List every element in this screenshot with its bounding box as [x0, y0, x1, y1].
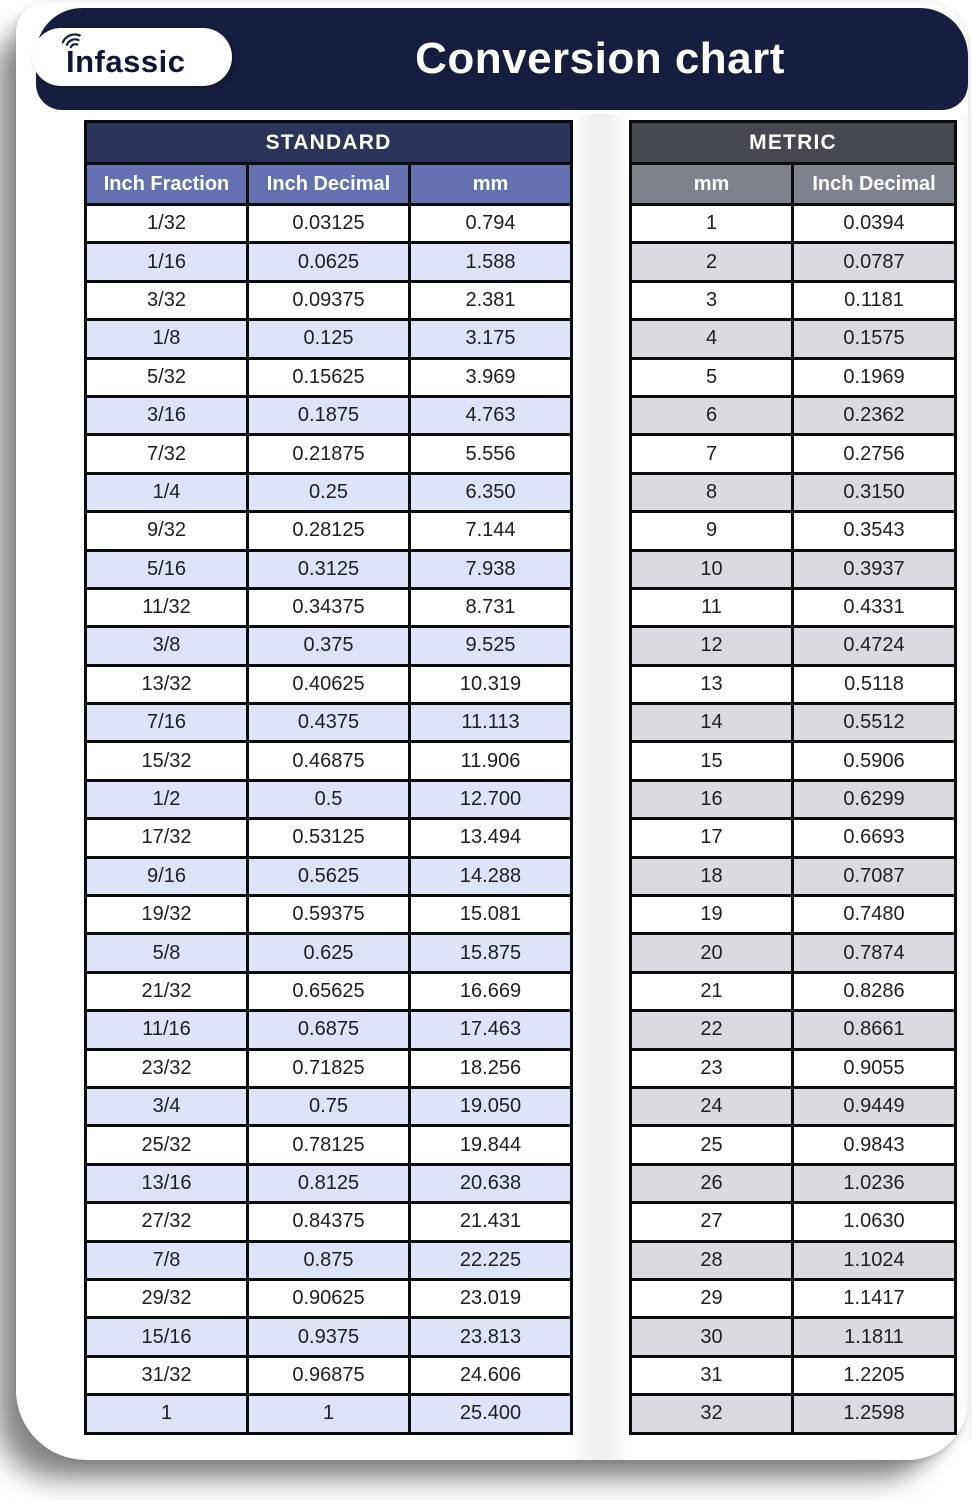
cell: 0.75: [248, 1087, 410, 1125]
table-row: [86, 857, 572, 895]
cell: 17.463: [410, 1011, 572, 1049]
cell: 7.938: [410, 550, 572, 588]
cell: 7/16: [86, 704, 248, 742]
cell: 25/32: [86, 1126, 248, 1164]
cell: 24.606: [410, 1356, 572, 1394]
cell: 13: [631, 665, 793, 703]
cell: 1.588: [410, 243, 572, 281]
cell: 23/32: [86, 1049, 248, 1087]
cell: 0.3150: [793, 473, 956, 511]
cell: 0.71825: [248, 1049, 410, 1087]
cell: 0.78125: [248, 1126, 410, 1164]
cell: 8.731: [410, 588, 572, 626]
cell: 31/32: [86, 1356, 248, 1394]
table-row: [86, 665, 572, 703]
standard-table-body: [86, 205, 572, 1434]
cell: 13/16: [86, 1164, 248, 1202]
cell: 1: [86, 1395, 248, 1433]
table-row: [631, 972, 956, 1010]
cell: 0.9375: [248, 1318, 410, 1356]
cell: 11.113: [410, 704, 572, 742]
cell: 0.5: [248, 780, 410, 818]
cell: 10: [631, 550, 793, 588]
standard-header-row: [86, 164, 572, 205]
table-row: [631, 1395, 956, 1433]
table-row: [86, 1203, 572, 1241]
table-row: [86, 1279, 572, 1317]
cell: 3/32: [86, 281, 248, 319]
table-row: [86, 550, 572, 588]
table-row: [86, 627, 572, 665]
cell: 1.0630: [793, 1203, 956, 1241]
cell: 3.175: [410, 320, 572, 358]
cell: 0.4375: [248, 704, 410, 742]
cell: 31: [631, 1356, 793, 1394]
column-header-inch-decimal: Inch Decimal: [248, 164, 410, 205]
cell: 5.556: [410, 435, 572, 473]
table-row: [86, 320, 572, 358]
cell: 14: [631, 704, 793, 742]
cell: 4.763: [410, 396, 572, 434]
cell: 0.7874: [793, 934, 956, 972]
cell: 18: [631, 857, 793, 895]
table-row: [86, 588, 572, 626]
table-row: [631, 665, 956, 703]
cell: 18.256: [410, 1049, 572, 1087]
cell: 1.0236: [793, 1164, 956, 1202]
standard-table-title: STANDARD: [86, 122, 572, 164]
table-row: [631, 1241, 956, 1279]
cell: 0.1181: [793, 281, 956, 319]
cell: 1.1811: [793, 1318, 956, 1356]
cell: 7: [631, 435, 793, 473]
cell: 25.400: [410, 1395, 572, 1433]
column-header-inch-fraction: Inch Fraction: [86, 164, 248, 205]
table-row: [631, 1279, 956, 1317]
cell: 11/32: [86, 588, 248, 626]
table-row: [86, 396, 572, 434]
cell: 0.4724: [793, 627, 956, 665]
table-row: [631, 819, 956, 857]
card: [16, 2, 968, 1460]
header-bar: [36, 8, 968, 110]
table-row: [86, 972, 572, 1010]
cell: 21.431: [410, 1203, 572, 1241]
cell: 15.875: [410, 934, 572, 972]
cell: 16: [631, 780, 793, 818]
table-row: [631, 320, 956, 358]
table-row: [86, 205, 572, 243]
metric-header-row: [631, 164, 956, 205]
cell: 11.906: [410, 742, 572, 780]
cell: 10.319: [410, 665, 572, 703]
cell: 12: [631, 627, 793, 665]
cell: 1/4: [86, 473, 248, 511]
cell: 5/8: [86, 934, 248, 972]
page-title: Conversion chart: [415, 34, 785, 83]
table-row: [86, 1164, 572, 1202]
cell: 23: [631, 1049, 793, 1087]
table-row: [86, 1087, 572, 1125]
table-row: [631, 780, 956, 818]
cell: 0.90625: [248, 1279, 410, 1317]
cell: 1: [248, 1395, 410, 1433]
cell: 0.25: [248, 473, 410, 511]
cell: 0.8125: [248, 1164, 410, 1202]
cell: 0.375: [248, 627, 410, 665]
cell: 9/16: [86, 857, 248, 895]
cell: 0.1575: [793, 320, 956, 358]
cell: 12.700: [410, 780, 572, 818]
table-row: [631, 1203, 956, 1241]
cell: 0.2756: [793, 435, 956, 473]
column-header-mm: mm: [631, 164, 793, 205]
cell: 15: [631, 742, 793, 780]
cell: 3.969: [410, 358, 572, 396]
cell: 3: [631, 281, 793, 319]
cell: 0.65625: [248, 972, 410, 1010]
table-row: [631, 550, 956, 588]
cell: 0.28125: [248, 512, 410, 550]
cell: 1.2205: [793, 1356, 956, 1394]
cell: 7/32: [86, 435, 248, 473]
table-row: [86, 780, 572, 818]
table-row: [631, 473, 956, 511]
cell: 0.96875: [248, 1356, 410, 1394]
table-row: [631, 243, 956, 281]
table-row: [631, 742, 956, 780]
cell: 0.6875: [248, 1011, 410, 1049]
cell: 1.1024: [793, 1241, 956, 1279]
cell: 13.494: [410, 819, 572, 857]
cell: 0.3543: [793, 512, 956, 550]
cell: 21: [631, 972, 793, 1010]
metric-table: [629, 120, 957, 1435]
cell: 13/32: [86, 665, 248, 703]
cell: 23.019: [410, 1279, 572, 1317]
cell: 0.125: [248, 320, 410, 358]
table-row: [86, 281, 572, 319]
cell: 27/32: [86, 1203, 248, 1241]
table-row: [86, 1318, 572, 1356]
cell: 19: [631, 896, 793, 934]
cell: 15/32: [86, 742, 248, 780]
metric-title-row: [631, 122, 956, 164]
cell: 0.3125: [248, 550, 410, 588]
cell: 0.625: [248, 934, 410, 972]
table-row: [631, 1164, 956, 1202]
cell: 0.6299: [793, 780, 956, 818]
cell: 26: [631, 1164, 793, 1202]
cell: 0.5906: [793, 742, 956, 780]
cell: 0.1875: [248, 396, 410, 434]
cell: 0.34375: [248, 588, 410, 626]
cell: 1/16: [86, 243, 248, 281]
cell: 4: [631, 320, 793, 358]
cell: 17: [631, 819, 793, 857]
cell: 20: [631, 934, 793, 972]
cell: 1/2: [86, 780, 248, 818]
table-row: [631, 896, 956, 934]
cell: 32: [631, 1395, 793, 1433]
column-header-mm: mm: [410, 164, 572, 205]
table-row: [86, 473, 572, 511]
cell: 0.875: [248, 1241, 410, 1279]
cell: 8: [631, 473, 793, 511]
cell: 1/8: [86, 320, 248, 358]
table-row: [86, 1241, 572, 1279]
cell: 0.7087: [793, 857, 956, 895]
table-row: [631, 1126, 956, 1164]
cell: 0.53125: [248, 819, 410, 857]
cell: 0.09375: [248, 281, 410, 319]
cell: 0.6693: [793, 819, 956, 857]
standard-title-row: [86, 122, 572, 164]
cell: 1.2598: [793, 1395, 956, 1433]
table-row: [631, 704, 956, 742]
cell: 0.8286: [793, 972, 956, 1010]
cell: 0.1969: [793, 358, 956, 396]
logo-text: Infassic: [66, 44, 186, 79]
cell: 3/4: [86, 1087, 248, 1125]
table-row: [631, 512, 956, 550]
cell: 21/32: [86, 972, 248, 1010]
cell: 0.794: [410, 205, 572, 243]
cell: 9.525: [410, 627, 572, 665]
table-divider: [572, 114, 628, 1460]
cell: 0.21875: [248, 435, 410, 473]
cell: 15/16: [86, 1318, 248, 1356]
cell: 2.381: [410, 281, 572, 319]
table-row: [631, 588, 956, 626]
cell: 7.144: [410, 512, 572, 550]
table-row: [86, 1011, 572, 1049]
cell: 28: [631, 1241, 793, 1279]
table-row: [631, 934, 956, 972]
metric-table-title: METRIC: [631, 122, 956, 164]
cell: 11: [631, 588, 793, 626]
cell: 15.081: [410, 896, 572, 934]
cell: 0.7480: [793, 896, 956, 934]
cell: 30: [631, 1318, 793, 1356]
cell: 0.9843: [793, 1126, 956, 1164]
cell: 0.9055: [793, 1049, 956, 1087]
table-row: [86, 819, 572, 857]
table-row: [631, 1011, 956, 1049]
cell: 22: [631, 1011, 793, 1049]
table-row: [86, 358, 572, 396]
cell: 6: [631, 396, 793, 434]
cell: 14.288: [410, 857, 572, 895]
table-row: [631, 435, 956, 473]
cell: 0.5512: [793, 704, 956, 742]
page-edge-shading: [956, 114, 972, 1444]
cell: 0.5625: [248, 857, 410, 895]
table-row: [86, 742, 572, 780]
cell: 5: [631, 358, 793, 396]
cell: 1: [631, 205, 793, 243]
cell: 19.844: [410, 1126, 572, 1164]
cell: 16.669: [410, 972, 572, 1010]
cell: 0.46875: [248, 742, 410, 780]
logo: [32, 28, 232, 86]
table-row: [631, 1356, 956, 1394]
table-row: [86, 1395, 572, 1433]
cell: 0.15625: [248, 358, 410, 396]
cell: 0.8661: [793, 1011, 956, 1049]
cell: 19/32: [86, 896, 248, 934]
cell: 20.638: [410, 1164, 572, 1202]
cell: 0.5118: [793, 665, 956, 703]
cell: 1.1417: [793, 1279, 956, 1317]
column-header-inch-decimal: Inch Decimal: [793, 164, 956, 205]
cell: 19.050: [410, 1087, 572, 1125]
table-row: [631, 205, 956, 243]
cell: 9/32: [86, 512, 248, 550]
table-row: [86, 1356, 572, 1394]
cell: 24: [631, 1087, 793, 1125]
cell: 7/8: [86, 1241, 248, 1279]
cell: 0.59375: [248, 896, 410, 934]
table-row: [631, 281, 956, 319]
table-row: [86, 1049, 572, 1087]
table-row: [631, 857, 956, 895]
table-row: [86, 243, 572, 281]
table-row: [86, 512, 572, 550]
table-row: [86, 704, 572, 742]
cell: 0.03125: [248, 205, 410, 243]
cell: 0.9449: [793, 1087, 956, 1125]
table-row: [86, 435, 572, 473]
cell: 0.2362: [793, 396, 956, 434]
cell: 25: [631, 1126, 793, 1164]
standard-table: [84, 120, 573, 1435]
cell: 1/32: [86, 205, 248, 243]
cell: 0.4331: [793, 588, 956, 626]
cell: 9: [631, 512, 793, 550]
cell: 0.84375: [248, 1203, 410, 1241]
cell: 11/16: [86, 1011, 248, 1049]
cell: 17/32: [86, 819, 248, 857]
table-row: [631, 358, 956, 396]
cell: 3/16: [86, 396, 248, 434]
cell: 5/32: [86, 358, 248, 396]
cell: 5/16: [86, 550, 248, 588]
table-row: [631, 396, 956, 434]
cell: 0.0394: [793, 205, 956, 243]
cell: 3/8: [86, 627, 248, 665]
cell: 27: [631, 1203, 793, 1241]
cell: 23.813: [410, 1318, 572, 1356]
cell: 6.350: [410, 473, 572, 511]
table-row: [631, 1049, 956, 1087]
cell: 0.3937: [793, 550, 956, 588]
table-row: [631, 627, 956, 665]
table-row: [86, 934, 572, 972]
metric-table-body: [631, 205, 956, 1434]
cell: 29/32: [86, 1279, 248, 1317]
cell: 2: [631, 243, 793, 281]
table-row: [86, 896, 572, 934]
table-row: [86, 1126, 572, 1164]
table-row: [631, 1087, 956, 1125]
table-row: [631, 1318, 956, 1356]
cell: 0.0787: [793, 243, 956, 281]
cell: 29: [631, 1279, 793, 1317]
cell: 0.0625: [248, 243, 410, 281]
cell: 0.40625: [248, 665, 410, 703]
cell: 22.225: [410, 1241, 572, 1279]
